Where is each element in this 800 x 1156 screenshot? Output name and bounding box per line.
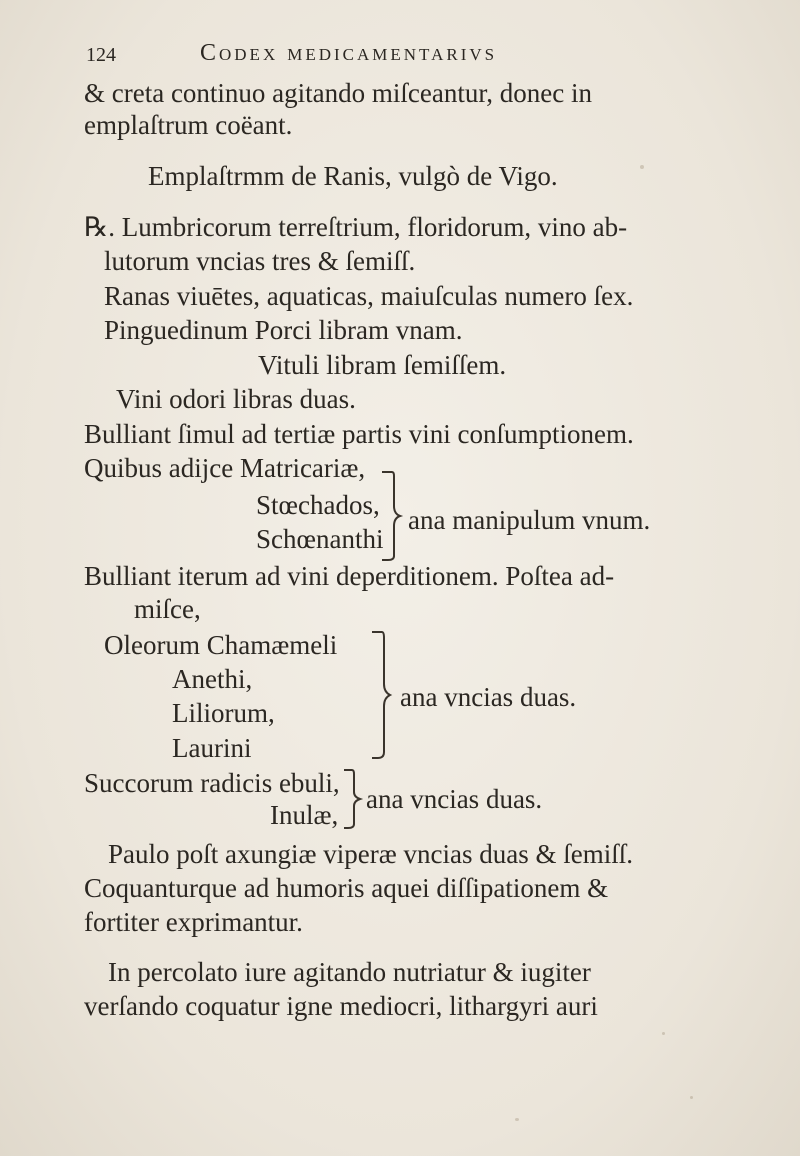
text-line-21: Paulo poſt axungiæ viperæ vncias duas & ſemiſſ. — [108, 839, 633, 869]
text-line-20: Inulæ, — [270, 800, 339, 830]
text-line-8: Vini odori libras duas. — [116, 384, 356, 414]
text-line-1: & creta continuo agitando miſceantur, donec in — [84, 78, 592, 108]
text-line-16: Anethi, — [172, 664, 253, 694]
paper-speck — [662, 1032, 665, 1035]
text-line-22: Coquanturque ad humoris aquei diſſipationem & — [84, 873, 609, 903]
text-line-15: Oleorum Chamæmeli — [104, 630, 338, 660]
text-line-2: emplaſtrum coëant. — [84, 110, 293, 140]
text-line-11b: ana manipulum vnum. — [408, 505, 651, 535]
brace-1 — [380, 466, 404, 566]
text-line-23: fortiter exprimantur. — [84, 907, 303, 937]
paper-speck — [515, 1118, 519, 1121]
text-line-17b: ana vncias duas. — [400, 682, 577, 712]
text-line-12: Schœnanthi — [256, 524, 384, 554]
page-number: 124 — [86, 44, 116, 66]
text-line-17: Liliorum, — [172, 698, 275, 728]
text-line-24: In percolato iure agitando nutriatur & iugiter — [108, 957, 591, 987]
running-title: Codex medicamentarivs — [200, 40, 498, 66]
paper-speck — [640, 165, 644, 169]
brace-3 — [342, 766, 364, 832]
recipe-title: Emplaſtrmm de Ranis, vulgò de Vigo. — [148, 161, 558, 191]
text-line-4: lutorum vncias tres & ſemiſſ. — [104, 246, 416, 276]
text-line-10: Quibus adijce Matricariæ, — [84, 453, 366, 483]
text-line-19: Succorum radicis ebuli, — [84, 768, 340, 798]
text-line-25: verſando coquatur igne mediocri, lithargyri auri — [84, 991, 598, 1021]
text-line-9: Bulliant ſimul ad tertiæ partis vini conſumptionem. — [84, 419, 634, 449]
text-line-14: miſce, — [134, 594, 201, 624]
paper-speck — [690, 1096, 693, 1099]
text-line-11: Stœchados, — [256, 490, 380, 520]
text-line-6: Pinguedinum Porci libram vnam. — [104, 315, 463, 345]
text-line-20b: ana vncias duas. — [366, 784, 543, 814]
text-line-13: Bulliant iterum ad vini deperditionem. Poſtea ad- — [84, 561, 615, 591]
text-line-5: Ranas viuētes, aquaticas, maiuſculas numero ſex. — [104, 281, 634, 311]
text-line-3: ℞. Lumbricorum terreſtrium, floridorum, vino ab- — [84, 212, 628, 242]
text-line-18: Laurini — [172, 733, 252, 763]
text-line-7: Vituli libram ſemiſſem. — [258, 350, 507, 380]
brace-2 — [370, 628, 394, 762]
